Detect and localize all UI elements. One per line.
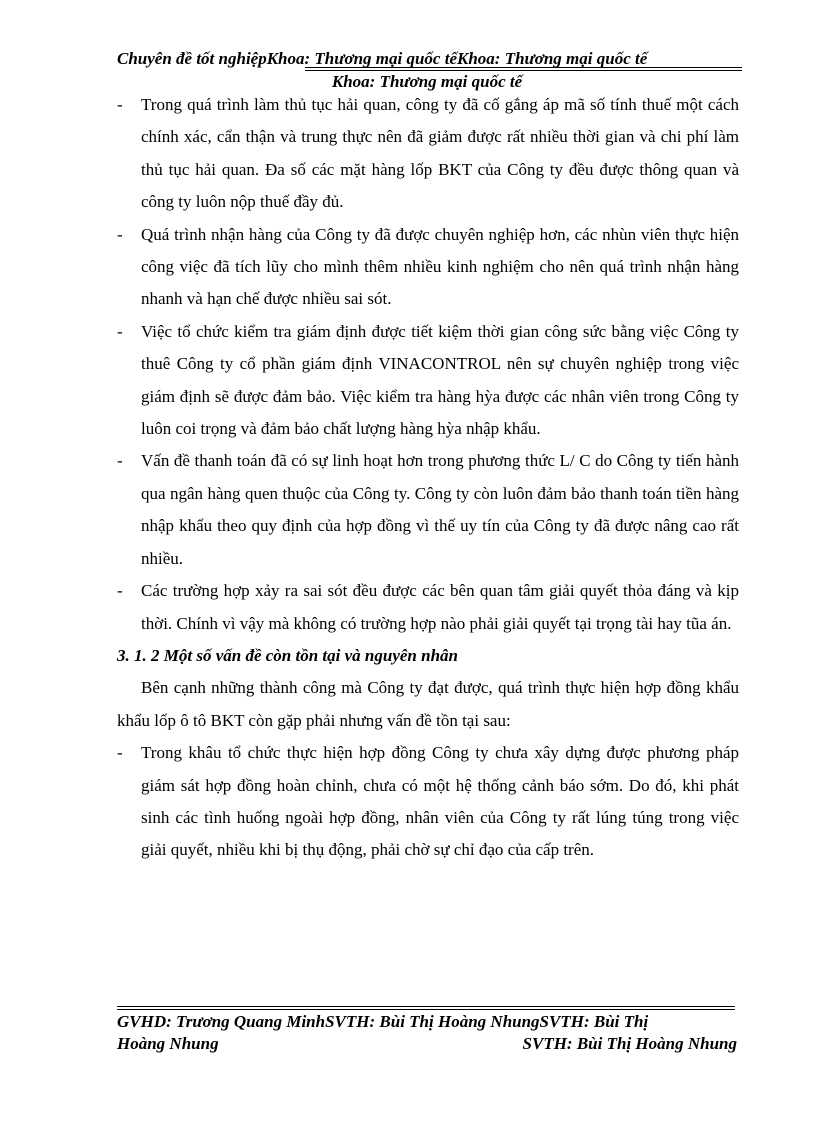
list-item — [117, 316, 739, 446]
list-item — [117, 89, 739, 219]
bullet-dash: - — [117, 321, 123, 341]
bullet-dash: - — [117, 224, 123, 244]
list-item-text: Việc tổ chức kiểm tra giám định được tiết kiệm thời gian công sức bằng việc Công ty thuê Công ty cổ phần giám định VINACONTROL nên sự chuyên nghiệp trong việc giám định sẽ được đảm bảo. Việc kiểm tra hàng hỳa được các nhân viên trong Công ty luôn coi trọng và đảm bảo chất lượng hàng hỳa nhập khẩu. — [141, 321, 739, 439]
list-item — [117, 575, 739, 640]
list-item — [117, 445, 739, 575]
list-item-text: Trong quá trình làm thủ tục hải quan, công ty đã cố gắng áp mã số tính thuế một cách chính xác, cẩn thận và trung thực nên đã giảm được rất nhiều thời gian và chi phí làm thủ tục hải quan. Đa số các mặt hàng lốp BKT của Công ty đều được thông quan và công ty luôn nộp thuế đầy đủ. — [141, 95, 739, 212]
list-item-text: Quá trình nhận hàng của Công ty đã được chuyên nghiệp hơn, các nhùn viên thực hiện công việc đã tích lũy cho mình thêm nhiều kinh nghiệm cho nên quá trình nhận hàng nhanh và hạn chế được nhiều sai sót. — [141, 224, 739, 309]
list-item-text: Vấn đề thanh toán đã có sự linh hoạt hơn trong phương thức L/ C do Công ty tiến hành qua ngân hàng quen thuộc của Công ty. Công ty còn luôn đảm bảo thanh toán tiền hàng nhập khẩu theo quy định của hợp đồng vì thế uy tín của Công ty đã được nâng cao rất nhiều. — [141, 451, 739, 568]
bullet-dash: - — [117, 95, 123, 114]
list-item — [117, 737, 739, 867]
list-item-text: Các trường hợp xảy ra sai sót đều được các bên quan tâm giải quyết thỏa đáng và kịp thời. Chính vì vậy mà không có trường hợp nào phải giải quyết tại trọng tài hay tũa án. — [141, 581, 739, 633]
header-line-1: Chuyên đề tốt nghiệpKhoa: Thương mại quốc tếKhoa: Thương mại quốc tế — [117, 49, 648, 68]
section-heading: 3. 1. 2 Một số vấn đề còn tồn tại và nguyên nhân — [117, 645, 458, 665]
header-line-2: Khoa: Thương mại quốc tế — [331, 72, 523, 91]
bullet-dash: - — [117, 581, 123, 601]
footer-rule-bottom — [117, 1009, 735, 1010]
header-rule-bottom — [305, 70, 742, 71]
footer-line-1: GVHD: Trương Quang MinhSVTH: Bùi Thị Hoàng NhungSVTH: Bùi Thị — [117, 1012, 649, 1031]
bullet-dash: - — [117, 451, 123, 471]
header-rule-top — [305, 67, 742, 68]
footer-name-left: Hoàng Nhung — [117, 1034, 219, 1053]
footer-line-2 — [117, 1034, 737, 1054]
list-item-text: Trong khâu tổ chức thực hiện hợp đồng Công ty chưa xây dựng được phương pháp giám sát hợp đồng hoàn chỉnh, chưa có một hệ thống cảnh báo sớm. Do đó, khi phát sinh các tình huống ngoài hợp đồng, nhân viên của Công ty rất lúng túng trong việc giải quyết, nhiều khi bị thụ động, phải chờ sự chỉ đạo của cấp trên. — [141, 743, 739, 860]
footer-name-right: SVTH: Bùi Thị Hoàng Nhung — [522, 1034, 737, 1053]
list-item — [117, 219, 739, 316]
document-body — [117, 89, 739, 867]
footer-rule-top — [117, 1006, 735, 1007]
body-paragraph: Bên cạnh những thành công mà Công ty đạt được, quá trình thực hiện hợp đồng khẩu khẩu lốp ô tô BKT còn gặp phải nhưng vấn đề tồn tại sau: — [117, 678, 739, 730]
bullet-dash: - — [117, 743, 123, 763]
